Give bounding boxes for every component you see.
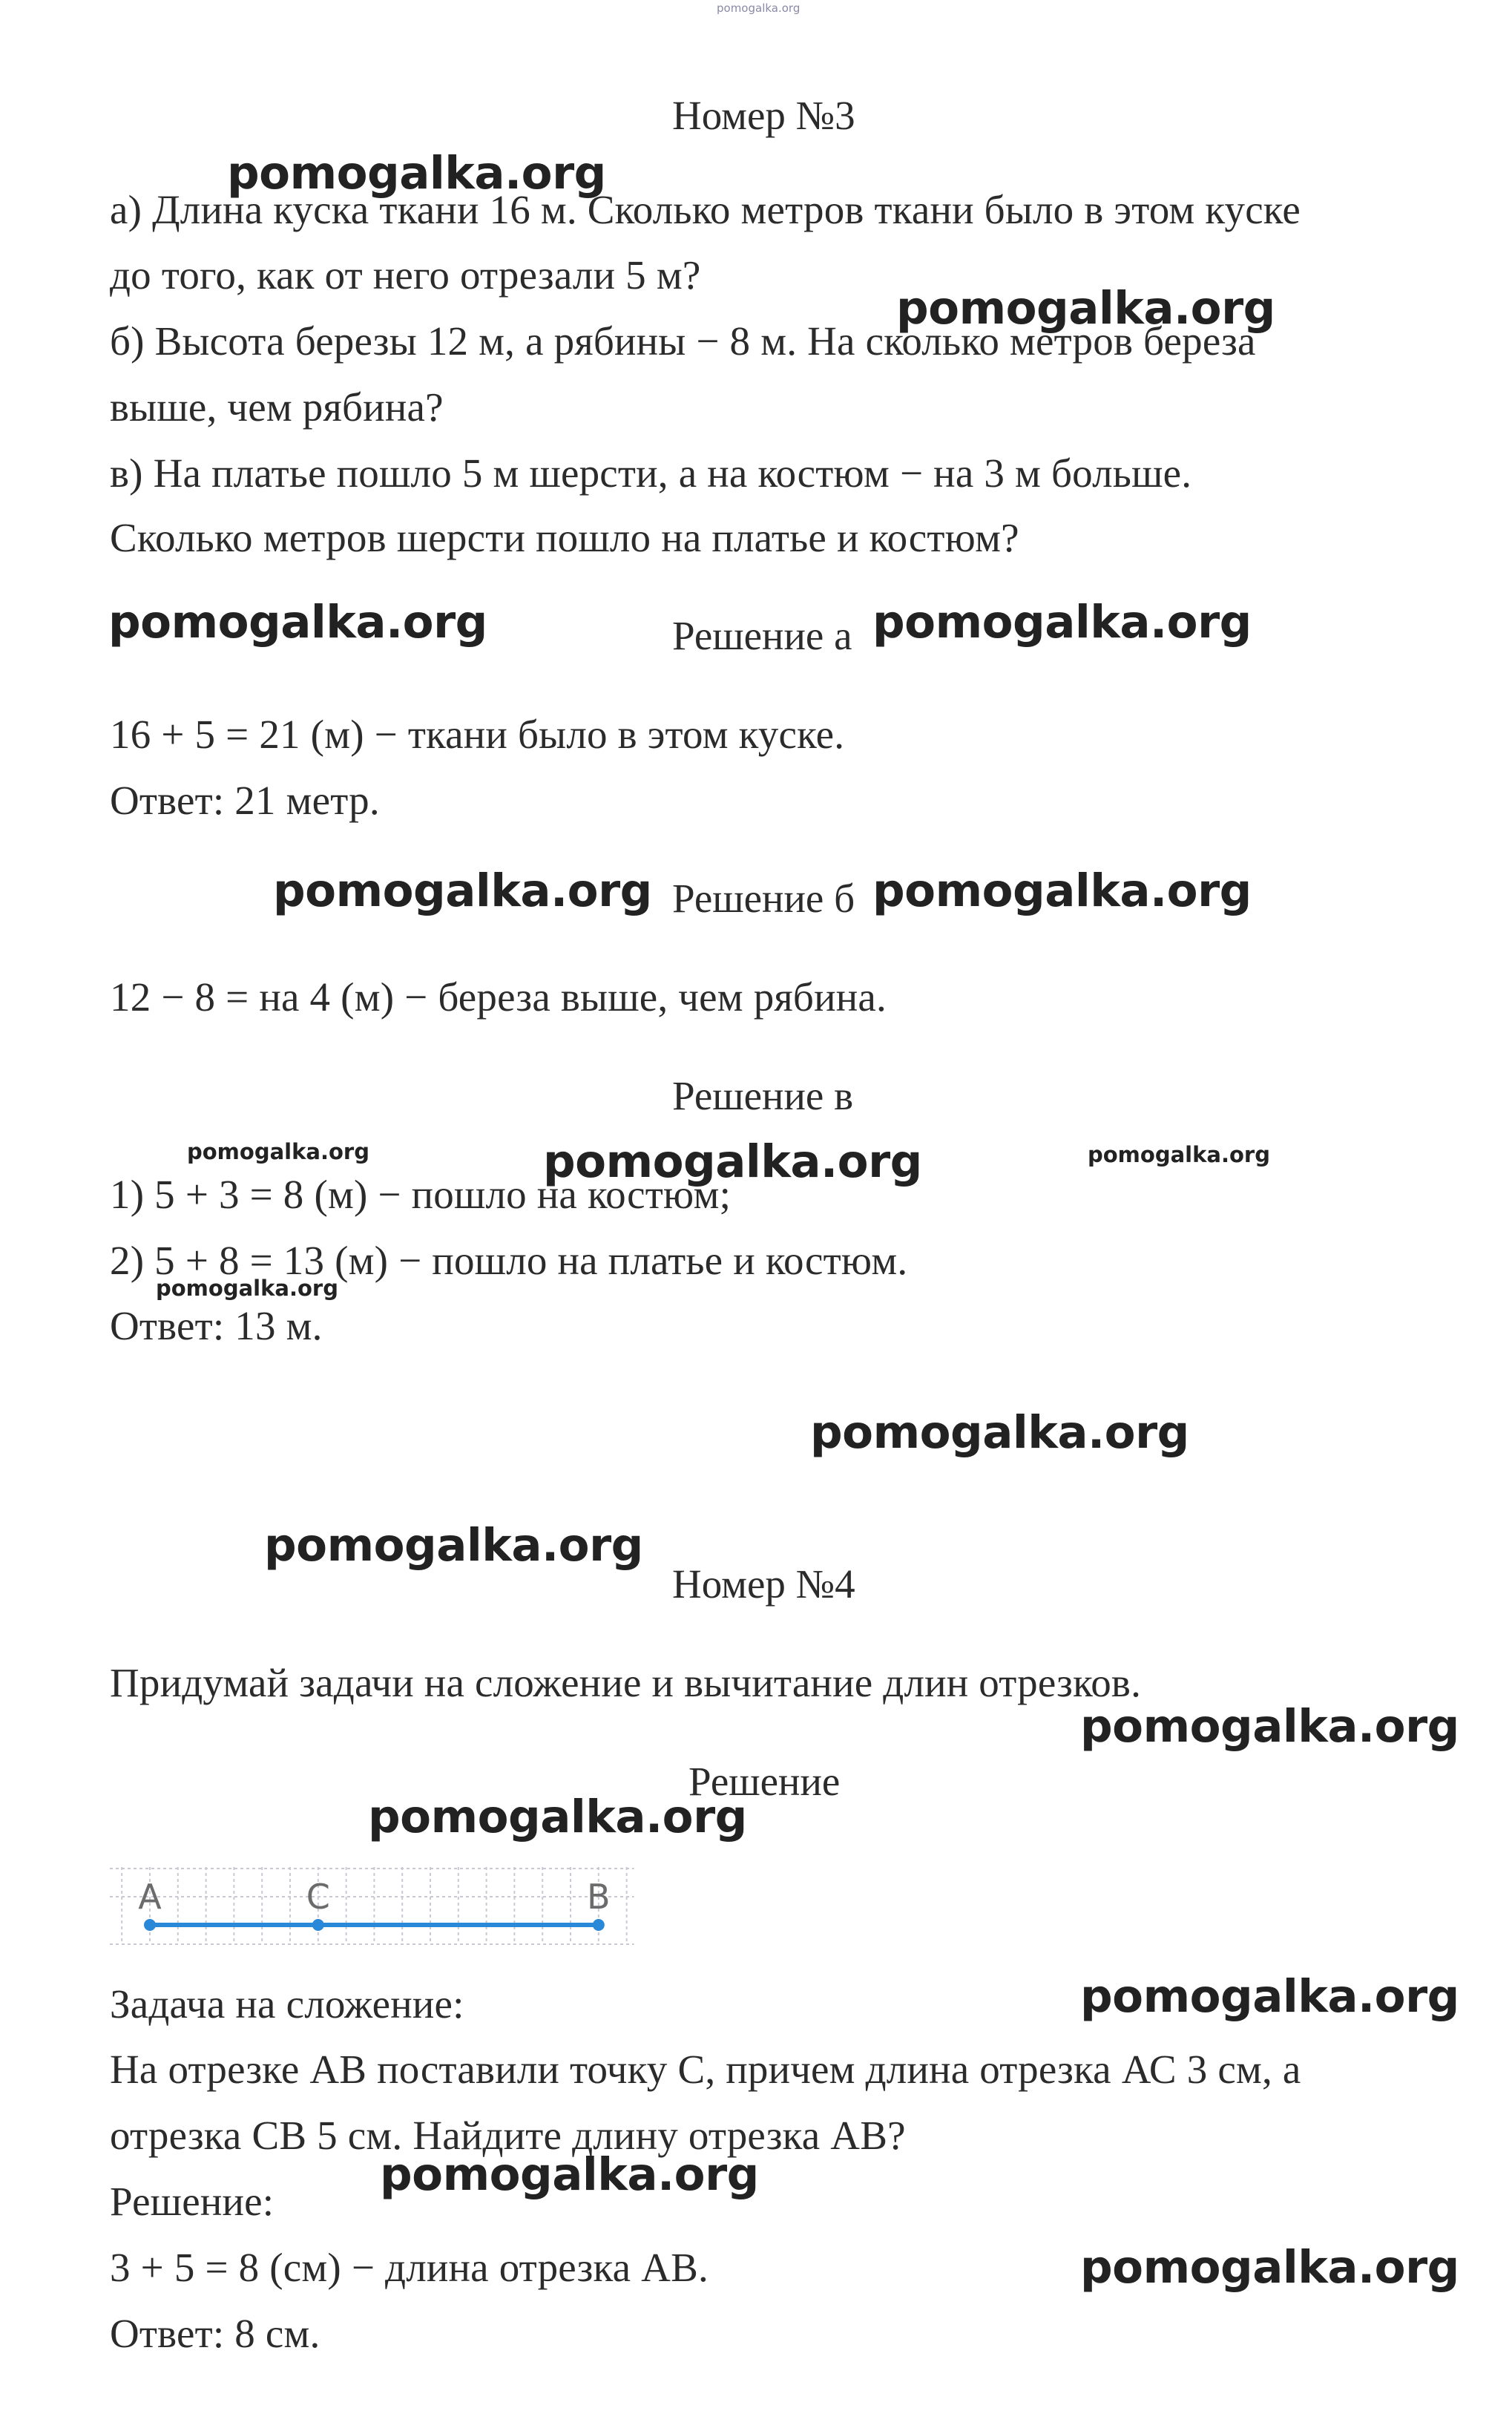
watermark: pomogalka.org bbox=[227, 147, 606, 200]
point-a bbox=[144, 1919, 156, 1931]
watermark: pomogalka.org bbox=[156, 1276, 338, 1301]
addition-answer: Ответ: 8 см. bbox=[110, 2311, 321, 2356]
section3-title: Номер №3 bbox=[672, 93, 855, 138]
section4-title: Номер №4 bbox=[672, 1561, 855, 1607]
solution-a-line: 16 + 5 = 21 (м) − ткани было в этом куске. bbox=[110, 712, 845, 757]
addition-solution-label: Решение: bbox=[110, 2179, 275, 2224]
watermark: pomogalka.org bbox=[872, 865, 1252, 917]
point-label-b: B bbox=[587, 1877, 611, 1917]
addition-line: На отрезке АВ поставили точку С, причем длина отрезка АС 3 см, а bbox=[110, 2047, 1301, 2092]
problem-line: выше, чем рябина? bbox=[110, 384, 444, 430]
solution-c-title: Решение в bbox=[672, 1073, 854, 1118]
addition-heading: Задача на сложение: bbox=[110, 1981, 464, 2027]
solution-a-title: Решение а bbox=[672, 613, 852, 658]
watermark: pomogalka.org bbox=[810, 1406, 1189, 1459]
problem-line: в) На платье пошло 5 м шерсти, а на костюм − на 3 м больше. bbox=[110, 450, 1192, 496]
problem-line: Сколько метров шерсти пошло на платье и костюм? bbox=[110, 515, 1019, 560]
problem-line: б) Высота березы 12 м, а рябины − 8 м. На сколько метров береза bbox=[110, 318, 1256, 364]
watermark: pomogalka.org bbox=[273, 865, 652, 917]
addition-line: отрезка СВ 5 см. Найдите длину отрезка АВ? bbox=[110, 2113, 906, 2158]
addition-solution: 3 + 5 = 8 (см) − длина отрезка АВ. bbox=[110, 2245, 709, 2290]
point-c bbox=[312, 1919, 324, 1931]
solution-b-line: 12 − 8 = на 4 (м) − береза выше, чем рябина. bbox=[110, 974, 887, 1020]
watermark: pomogalka.org bbox=[264, 1519, 643, 1572]
watermark: pomogalka.org bbox=[872, 596, 1252, 649]
segment-diagram bbox=[110, 1861, 948, 1950]
watermark: pomogalka.org bbox=[1080, 2241, 1459, 2294]
section4-task: Придумай задачи на сложение и вычитание длин отрезков. bbox=[110, 1660, 1142, 1705]
point-label-a: A bbox=[138, 1877, 162, 1917]
section4-solution-title: Решение bbox=[688, 1759, 841, 1804]
watermark: pomogalka.org bbox=[108, 596, 487, 649]
solution-b-title: Решение б bbox=[672, 876, 855, 921]
watermark: pomogalka.org bbox=[1080, 1700, 1459, 1753]
problem-line: до того, как от него отрезали 5 м? bbox=[110, 252, 701, 298]
watermark: pomogalka.org bbox=[543, 1135, 922, 1188]
problem-line: а) Длина куска ткани 16 м. Сколько метров ткани было в этом куске bbox=[110, 187, 1301, 232]
top-watermark: pomogalka.org bbox=[717, 1, 801, 15]
point-b bbox=[593, 1919, 605, 1931]
watermark: pomogalka.org bbox=[896, 282, 1275, 335]
watermark: pomogalka.org bbox=[187, 1139, 369, 1164]
solution-a-answer: Ответ: 21 метр. bbox=[110, 778, 380, 823]
solution-c-answer: Ответ: 13 м. bbox=[110, 1303, 323, 1348]
solution-c-line: 1) 5 + 3 = 8 (м) − пошло на костюм; bbox=[110, 1172, 732, 1217]
watermark: pomogalka.org bbox=[380, 2148, 759, 2201]
watermark: pomogalka.org bbox=[1080, 1970, 1459, 2023]
diagram-grid bbox=[110, 1867, 634, 1944]
point-label-c: C bbox=[306, 1877, 330, 1917]
watermark: pomogalka.org bbox=[1088, 1142, 1270, 1167]
watermark: pomogalka.org bbox=[368, 1791, 747, 1843]
solution-c-line: 2) 5 + 8 = 13 (м) − пошло на платье и костюм. bbox=[110, 1238, 908, 1283]
